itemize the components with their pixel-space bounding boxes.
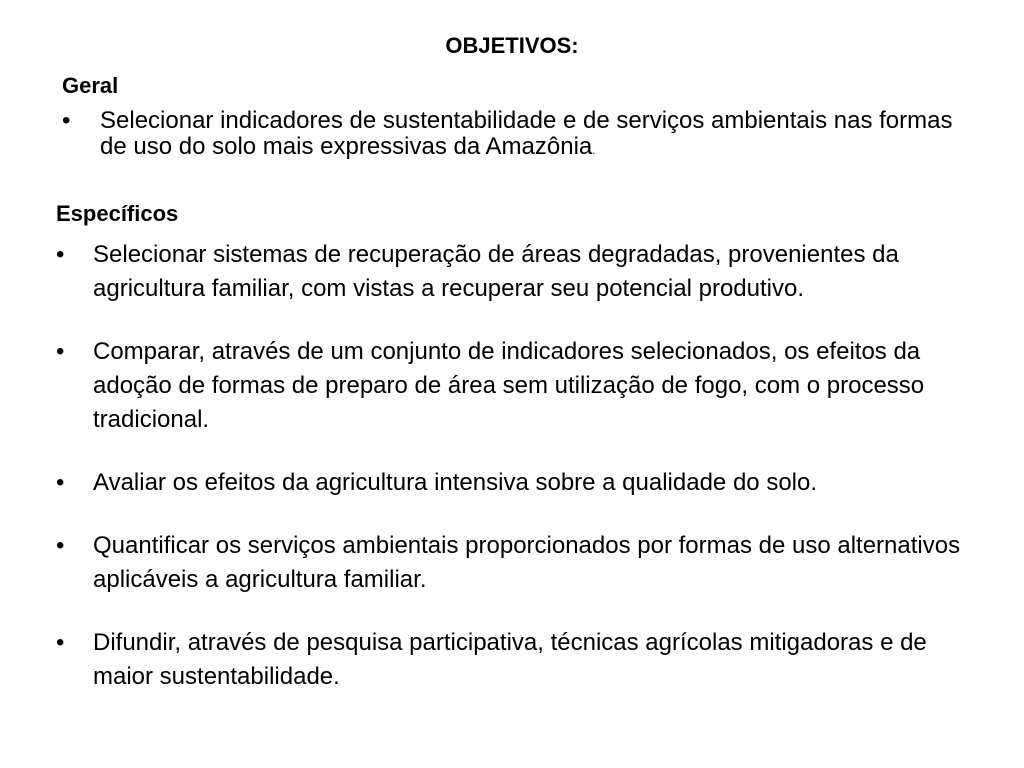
specific-heading: Específicos (56, 201, 179, 226)
bullet-marker: • (62, 107, 71, 134)
list-item (56, 466, 976, 500)
bullet-marker: • (56, 241, 65, 268)
general-objective-text (100, 108, 982, 164)
list-item-text: Difundir, através de pesquisa participativa, técnicas agrícolas mitigadoras e de maior sustentabilidade. (93, 629, 927, 690)
list-item-text: Selecionar sistemas de recuperação de áreas degradadas, provenientes da agricultura familiar, com vistas a recuperar seu potencial produtivo. (93, 241, 899, 302)
bullet-marker: • (56, 532, 65, 559)
list-item (56, 238, 976, 306)
list-item-text: Avaliar os efeitos da agricultura intensiva sobre a qualidade do solo. (93, 469, 818, 496)
general-heading: Geral (62, 73, 119, 98)
bullet-marker: • (56, 629, 65, 656)
general-objective-label: Selecionar indicadores de sustentabilidade e de serviços ambientais nas formas de uso do solo mais expressivas da Amazônia (100, 107, 953, 160)
general-objective-item (62, 108, 982, 164)
list-item-text: Comparar, através de um conjunto de indicadores selecionados, os efeitos da adoção de formas de preparo de área sem utilização de fogo, com o processo tradicional. (93, 338, 925, 433)
bullet-marker: • (56, 338, 65, 365)
general-objective-period: . (592, 145, 596, 157)
bullet-marker: • (56, 469, 65, 496)
list-item (56, 626, 976, 694)
list-item (56, 335, 976, 437)
page-title: OBJETIVOS: (445, 33, 579, 58)
specific-objectives-list (56, 238, 976, 723)
list-item (56, 529, 976, 597)
list-item-text: Quantificar os serviços ambientais proporcionados por formas de uso alternativos aplicáveis a agricultura familiar. (93, 532, 961, 593)
